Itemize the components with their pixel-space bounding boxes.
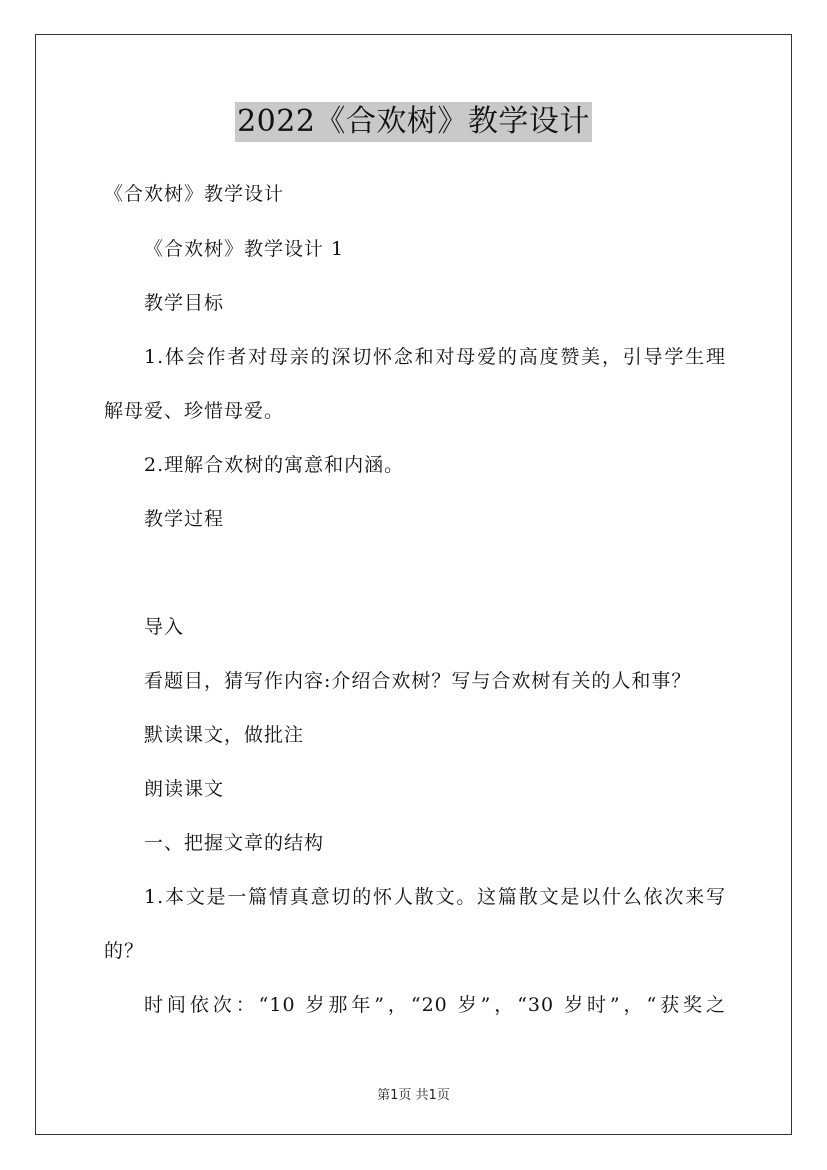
heading-structure: 一、把握文章的结构 (144, 832, 325, 854)
paragraph-line: 默读课文，做批注 (144, 724, 305, 746)
subtitle: 《合欢树》教学设计 (104, 183, 285, 205)
title-text: 2022《合欢树》教学设计 (235, 102, 592, 142)
section-heading: 《合欢树》教学设计 1 (144, 238, 345, 260)
heading-intro: 导入 (144, 616, 185, 638)
heading-teaching-goals: 教学目标 (144, 292, 225, 314)
heading-teaching-process: 教学过程 (144, 508, 225, 530)
paragraph-line: 解母爱、珍惜母爱。 (104, 400, 285, 422)
document-title (0, 102, 827, 142)
page-footer: 第1页 共1页 (377, 1088, 450, 1103)
paragraph-line: 2.理解合欢树的寓意和内涵。 (144, 454, 405, 476)
paragraph-line: 1.体会作者对母亲的深切怀念和对母爱的高度赞美，引导学生理 (144, 346, 726, 368)
paragraph-line: 看题目，猜写作内容:介绍合欢树？写与合欢树有关的人和事？ (144, 670, 692, 692)
paragraph-line: 时间依次：“10 岁那年”，“20 岁”，“30 岁时”，“获奖之 (144, 994, 726, 1016)
paragraph-line: 1.本文是一篇情真意切的怀人散文。这篇散文是以什么依次来写 (144, 886, 726, 908)
paragraph-line: 的？ (104, 940, 145, 962)
paragraph-line: 朗读课文 (144, 778, 225, 800)
